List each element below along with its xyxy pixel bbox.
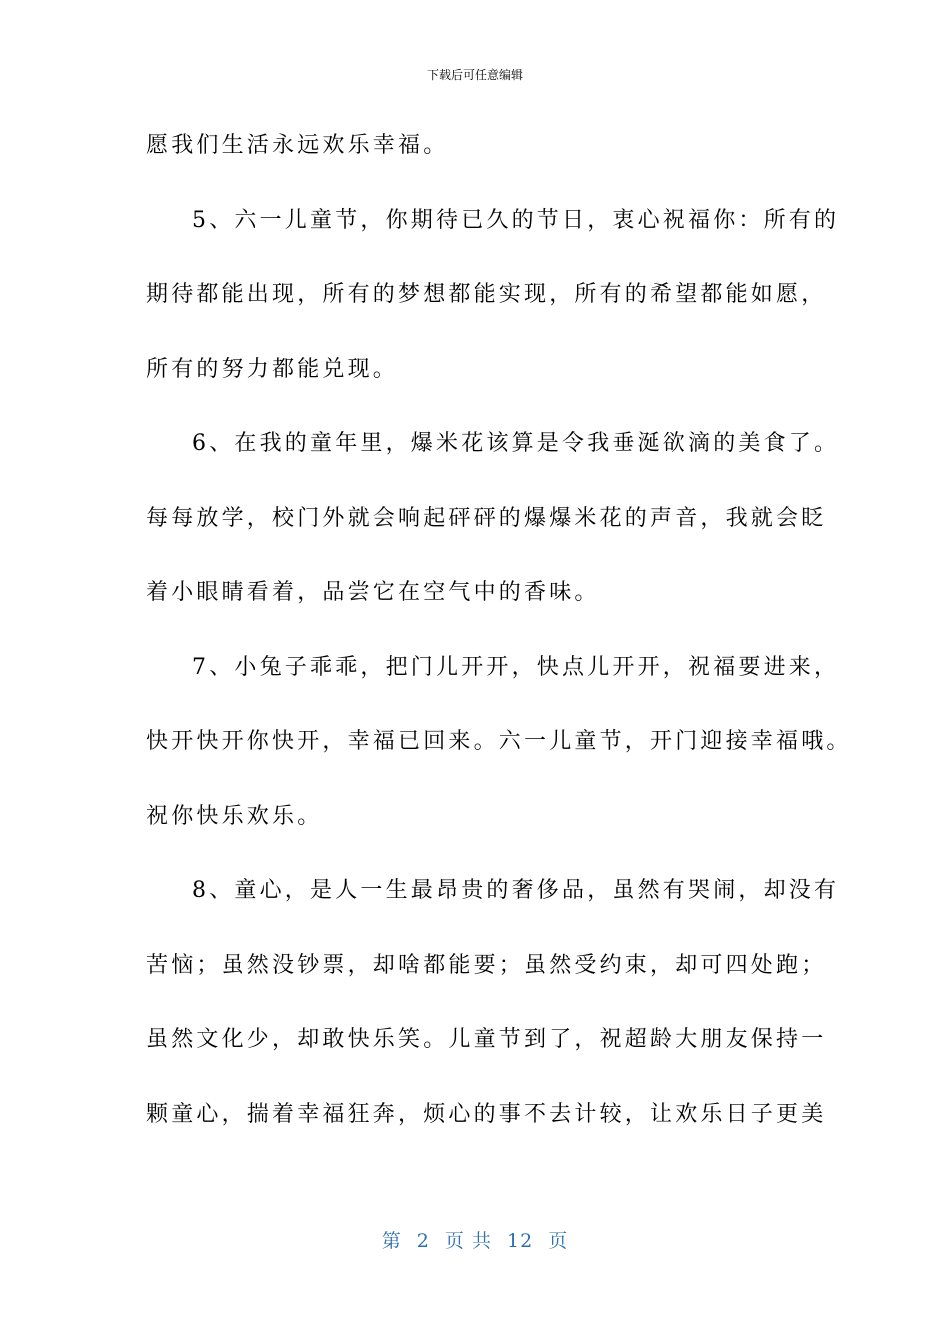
- paragraph-line: 期待都能出现，所有的梦想都能实现，所有的希望都能如愿，: [146, 282, 827, 307]
- footer-total-pages: 12: [507, 1230, 534, 1252]
- paragraph-line: 8、童心，是人一生最昂贵的奢侈品，虽然有哭闹，却没有: [192, 878, 840, 903]
- footer-middle: 页 共: [444, 1230, 492, 1252]
- footer-page-number: 2: [416, 1230, 430, 1252]
- paragraph-line: 7、小兔子乖乖，把门儿开开，快点儿开开，祝福要进来，: [192, 654, 840, 680]
- body-text: [146, 120, 852, 1163]
- paragraph-line: 所有的努力都能兑现。: [146, 356, 399, 382]
- paragraph-line: 快开快开你快开，幸福已回来。六一儿童节，开门迎接幸福哦。: [146, 729, 852, 754]
- footer-prefix: 第: [381, 1230, 402, 1252]
- footer-suffix: 页: [548, 1230, 569, 1252]
- page-header: 下载后可任意编辑: [426, 68, 523, 82]
- paragraph-line: 着小眼睛看着，品尝它在空气中的香味。: [146, 580, 600, 605]
- paragraph-line: 每每放学，校门外就会响起砰砰的爆爆米花的声音，我就会眨: [146, 505, 827, 531]
- paragraph-line: 愿我们生活永远欢乐幸福。: [146, 133, 449, 158]
- paragraph-line: 5、六一儿童节，你期待已久的节日，衷心祝福你：所有的: [192, 207, 840, 233]
- paragraph-line: 虽然文化少，却敢快乐笑。儿童节到了，祝超龄大朋友保持一: [146, 1027, 827, 1052]
- page-footer: [0, 1226, 950, 1253]
- paragraph-line: 颗童心，揣着幸福狂奔，烦心的事不去计较，让欢乐日子更美: [146, 1101, 827, 1127]
- paragraph-line: 苦恼；虽然没钞票，却啥都能要；虽然受约束，却可四处跑；: [146, 952, 827, 978]
- paragraph-line: 6、在我的童年里，爆米花该算是令我垂涎欲滴的美食了。: [192, 431, 840, 456]
- paragraph-line: 祝你快乐欢乐。: [146, 803, 323, 829]
